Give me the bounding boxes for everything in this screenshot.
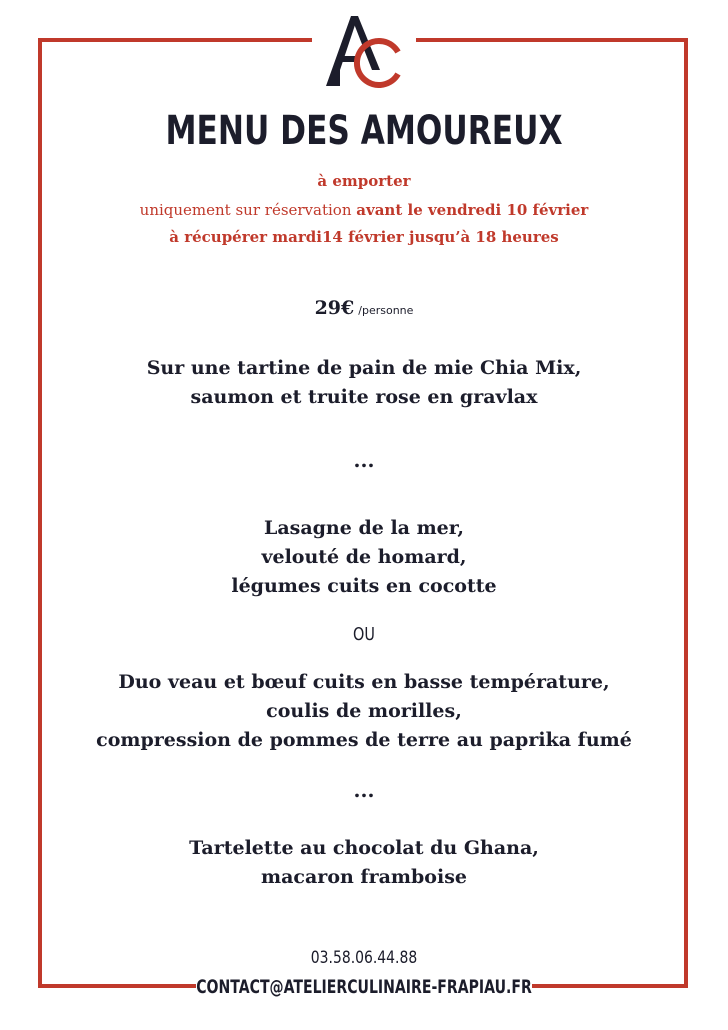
price: [40, 297, 688, 319]
main-dish-a: [40, 514, 688, 601]
pickup-line: à récupérer mardi14 février jusqu’à 18 heures: [169, 228, 559, 246]
price-unit: /personne: [358, 304, 414, 317]
dish-line: Duo veau et bœuf cuits en basse température,: [118, 671, 610, 693]
dessert-dish: [40, 834, 688, 892]
reservation-line: [40, 201, 688, 219]
dish-line: légumes cuits en cocotte: [231, 575, 497, 597]
course-separator: ...: [353, 778, 375, 802]
dish-line: velouté de homard,: [261, 546, 467, 568]
or-label: OU: [353, 624, 375, 645]
reservation-text: uniquement sur réservation: [139, 201, 352, 219]
course-separator: ...: [353, 448, 375, 472]
dish-line: Lasagne de la mer,: [263, 517, 465, 539]
dish-line: saumon et truite rose en gravlax: [190, 386, 538, 408]
atelier-culinaire-logo: [318, 12, 404, 88]
takeaway-line: à emporter: [317, 172, 411, 190]
contact-phone: 03.58.06.44.88: [310, 948, 418, 968]
main-dish-b: [40, 668, 688, 755]
dish-line: compression de pommes de terre au paprika fumé: [96, 729, 632, 751]
reservation-deadline: avant le vendredi 10 février: [356, 201, 589, 219]
dish-line: Sur une tartine de pain de mie Chia Mix,: [146, 357, 582, 379]
starter-dish: [40, 354, 688, 412]
dish-line: macaron framboise: [261, 866, 467, 888]
menu-title: MENU DES AMOUREUX: [165, 108, 563, 154]
dish-line: coulis de morilles,: [266, 700, 462, 722]
dish-line: Tartelette au chocolat du Ghana,: [189, 837, 539, 859]
price-amount: 29€: [314, 297, 355, 319]
contact-email: CONTACT@ATELIERCULINAIRE-FRAPIAU.FR: [196, 976, 532, 998]
